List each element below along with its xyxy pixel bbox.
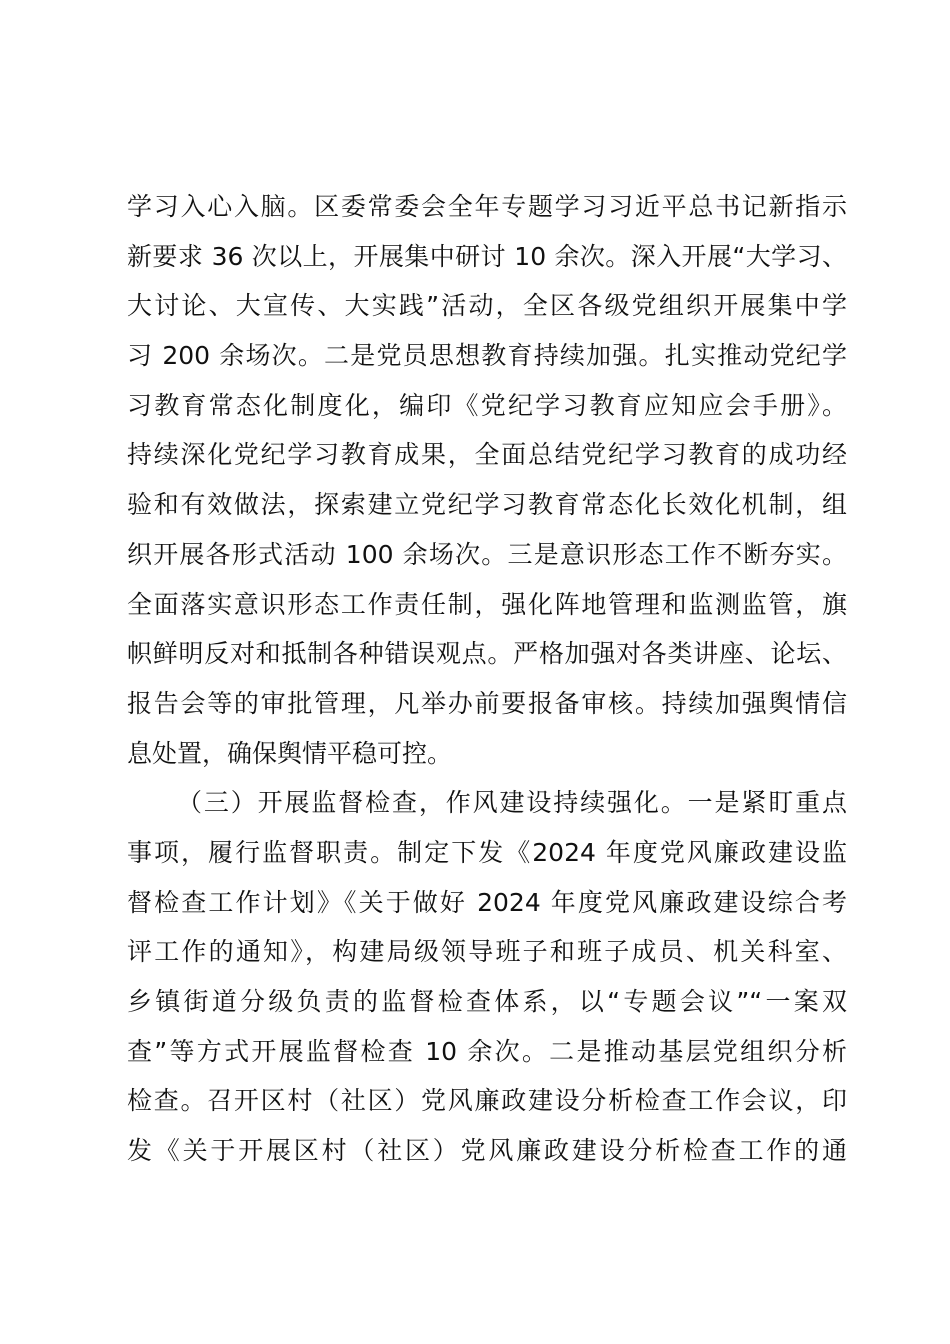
text-line: 习教育常态化制度化，编印《党纪学习教育应知应会手册》。 bbox=[127, 390, 847, 420]
text-line: 报告会等的审批管理，凡举办前要报备审核。持续加强舆情信 bbox=[127, 688, 847, 718]
body-text bbox=[127, 182, 847, 1176]
text-line: 织开展各形式活动 100 余场次。三是意识形态工作不断夯实。 bbox=[127, 539, 847, 569]
text-line: 息处置，确保舆情平稳可控。 bbox=[127, 738, 453, 768]
text-line: 事项，履行监督职责。制定下发《2024 年度党风廉政建设监 bbox=[127, 837, 847, 867]
text-line: 新要求 36 次以上，开展集中研讨 10 余次。深入开展“大学习、 bbox=[127, 241, 847, 271]
text-line: 督检查工作计划》《关于做好 2024 年度党风廉政建设综合考 bbox=[127, 887, 847, 917]
text-line: 习 200 余场次。二是党员思想教育持续加强。扎实推动党纪学 bbox=[127, 341, 847, 371]
text-line: 评工作的通知》，构建局级领导班子和班子成员、机关科室、 bbox=[127, 937, 847, 967]
section-heading-line: （三）开展监督检查，作风建设持续强化。一是紧盯重点 bbox=[177, 788, 847, 818]
text-line: 检查。召开区村（社区）党风廉政建设分析检查工作会议，印 bbox=[127, 1086, 847, 1116]
text-line: 帜鲜明反对和抵制各种错误观点。严格加强对各类讲座、论坛、 bbox=[127, 639, 847, 669]
text-line: 学习入心入脑。区委常委会全年专题学习习近平总书记新指示 bbox=[127, 192, 847, 221]
text-line: 乡镇街道分级负责的监督检查体系，以“专题会议”“一案双 bbox=[127, 987, 847, 1016]
text-line: 查”等方式开展监督检查 10 余次。二是推动基层党组织分析 bbox=[127, 1036, 847, 1066]
text-line: 大讨论、大宣传、大实践”活动，全区各级党组织开展集中学 bbox=[127, 291, 847, 321]
text-line: 发《关于开展区村（社区）党风廉政建设分析检查工作的通 bbox=[127, 1136, 847, 1166]
text-line: 全面落实意识形态工作责任制，强化阵地管理和监测监管，旗 bbox=[127, 589, 847, 619]
text-line: 验和有效做法，探索建立党纪学习教育常态化长效化机制，组 bbox=[127, 490, 847, 520]
text-line: 持续深化党纪学习教育成果，全面总结党纪学习教育的成功经 bbox=[127, 440, 847, 470]
